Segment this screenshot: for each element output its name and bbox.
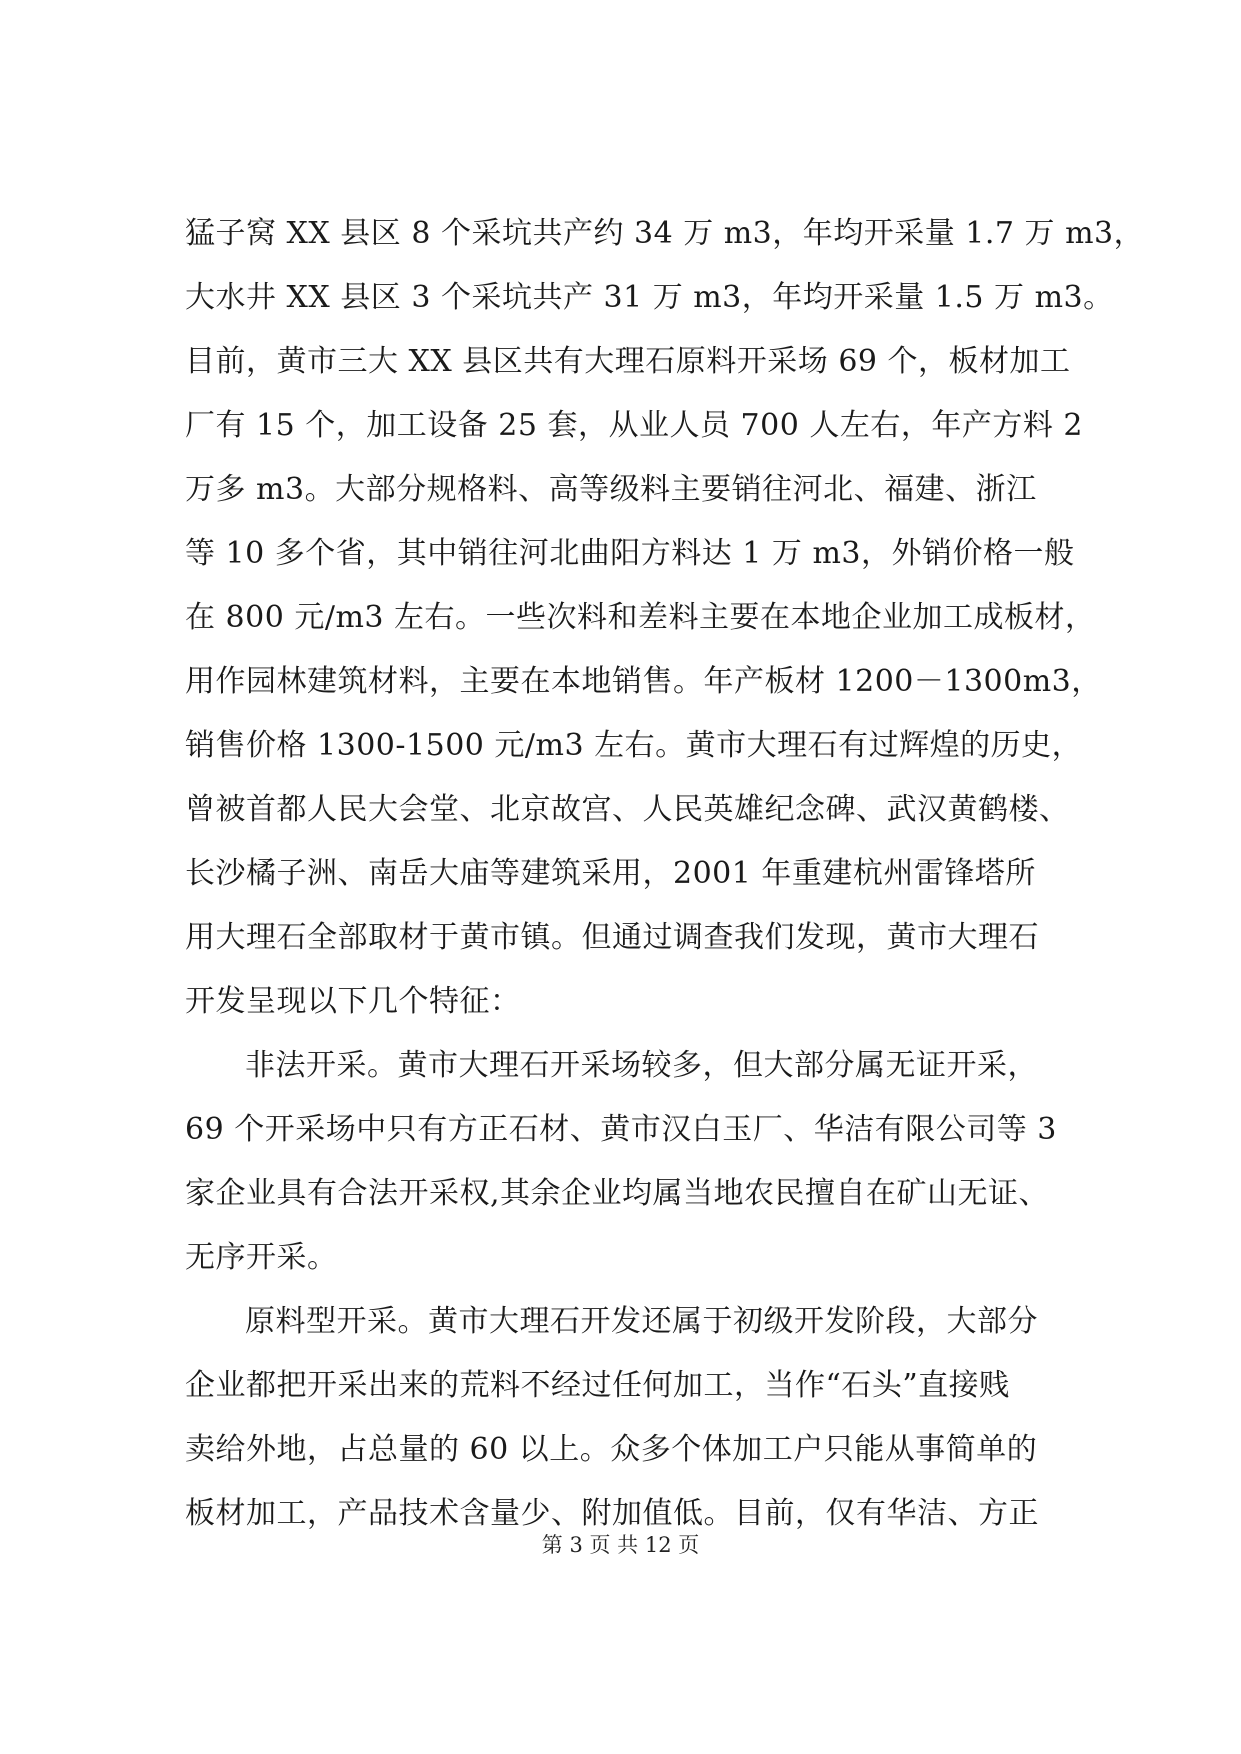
text-line: 万多 m3。大部分规格料、高等级料主要销往河北、福建、浙江 (185, 472, 1037, 507)
text-line: 曾被首都人民大会堂、北京故宫、人民英雄纪念碑、武汉黄鹤楼、 (185, 792, 1070, 827)
text-line: 猛子窝 XX 县区 8 个采坑共产约 34 万 m3，年均开采量 1.7 万 m3， (185, 216, 1145, 251)
text-line: 家企业具有合法开采权,其余企业均属当地农民擅自在矿山无证、 (185, 1176, 1050, 1211)
text-line: 无序开采。 (185, 1240, 338, 1275)
text-line: 在 800 元/m3 左右。一些次料和差料主要在本地企业加工成板材， (185, 600, 1096, 635)
text-line: 用作园林建筑材料，主要在本地销售。年产板材 1200－1300m3， (185, 664, 1102, 699)
text-line: 长沙橘子洲、南岳大庙等建筑采用，2001 年重建杭州雷锋塔所 (185, 856, 1036, 891)
text-line: 69 个开采场中只有方正石材、黄市汉白玉厂、华洁有限公司等 3 (185, 1112, 1057, 1147)
text-line: 卖给外地，占总量的 60 以上。众多个体加工户只能从事简单的 (185, 1432, 1038, 1467)
text-line: 板材加工，产品技术含量少、附加值低。目前，仅有华洁、方正 (185, 1496, 1039, 1531)
text-line: 非法开采。黄市大理石开采场较多，但大部分属无证开采， (245, 1048, 1038, 1083)
text-line: 原料型开采。黄市大理石开发还属于初级开发阶段，大部分 (245, 1304, 1038, 1339)
document-body (185, 202, 1145, 1546)
text-line: 厂有 15 个，加工设备 25 套，从业人员 700 人左右，年产方料 2 (185, 408, 1083, 443)
text-line: 大水井 XX 县区 3 个采坑共产 31 万 m3，年均开采量 1.5 万 m3。 (185, 280, 1114, 315)
text-line: 等 10 多个省，其中销往河北曲阳方料达 1 万 m3，外销价格一般 (185, 536, 1075, 571)
text-line: 销售价格 1300-1500 元/m3 左右。黄市大理石有过辉煌的历史， (185, 728, 1083, 763)
text-line: 开发呈现以下几个特征： (185, 984, 521, 1019)
text-line: 企业都把开采出来的荒料不经过任何加工，当作“石头”直接贱 (185, 1368, 1010, 1403)
text-line: 目前，黄市三大 XX 县区共有大理石原料开采场 69 个，板材加工 (185, 344, 1071, 379)
page-footer: 第 3 页 共 12 页 (541, 1533, 700, 1557)
text-line: 用大理石全部取材于黄市镇。但通过调查我们发现，黄市大理石 (185, 920, 1039, 955)
